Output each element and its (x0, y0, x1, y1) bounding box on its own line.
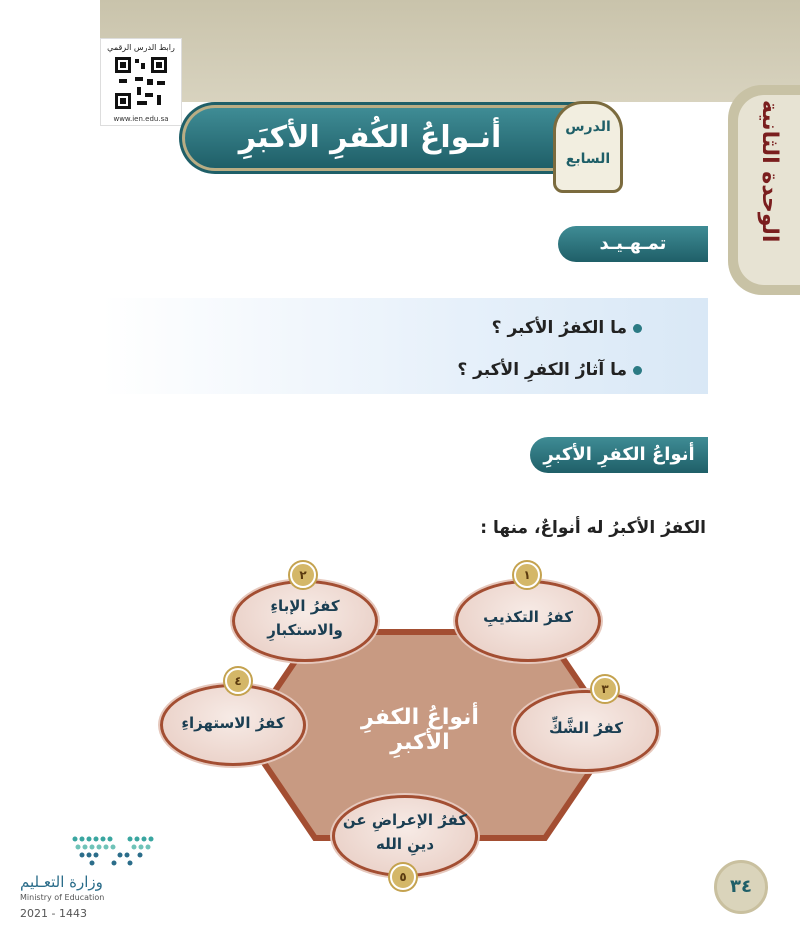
diagram-item-2-label-1: كفرُ الإباءِ (270, 597, 340, 615)
ministry-name-en: Ministry of Education (20, 893, 105, 902)
qr-title: رابط الدرس الرقمي (107, 43, 175, 52)
page-number: ٣٤ (714, 860, 768, 914)
diagram-item-1-number: ١ (514, 562, 540, 588)
diagram-item-2-label-2: والاستكبارِ (267, 621, 343, 639)
diagram-item-3-label: كفرُ الشَّكِّ (548, 719, 624, 737)
diagram-item-3-number: ٣ (592, 676, 618, 702)
qr-url: www.ien.edu.sa (113, 115, 169, 123)
lesson-badge-line2: السابع (565, 151, 611, 167)
types-heading: أنواعُ الكفرِ الأكبرِ (530, 437, 708, 473)
intro-question-1: ما الكفرُ الأكبر ؟ (492, 318, 642, 338)
intro-question-2: ما آثارُ الكفرِ الأكبر ؟ (457, 360, 642, 380)
edition-year: 2021 - 1443 (20, 907, 87, 920)
ministry-logo-icon (70, 835, 160, 869)
unit-label: الوحدة الثانية (757, 100, 782, 243)
diagram-item-5-label-2: دينِ الله (375, 835, 435, 853)
diagram-item-4-number: ٤ (225, 668, 251, 694)
diagram-item-5-number: ٥ (390, 864, 416, 890)
diagram-item-1-label: كفرُ التكذيبِ (483, 608, 573, 626)
diagram-center-label: أنواعُ الكفرِ الأكبرِ (361, 705, 479, 755)
lesson-title: أنـواعُ الكُفرِ الأكبَرِ (238, 120, 502, 155)
ministry-name-ar: وزارة التعـليم (20, 873, 103, 891)
diagram-item-4-label: كفرُ الاستهزاءِ (181, 714, 285, 732)
types-sentence: الكفرُ الأكبرُ له أنواعٌ، منها : (480, 518, 706, 538)
intro-heading: تمـهـيـد (558, 226, 708, 262)
lesson-badge-line1: الدرس (565, 119, 611, 135)
diagram-item-2-number: ٢ (290, 562, 316, 588)
diagram-item-5-label-1: كفرُ الإعراضِ عن (342, 811, 468, 829)
